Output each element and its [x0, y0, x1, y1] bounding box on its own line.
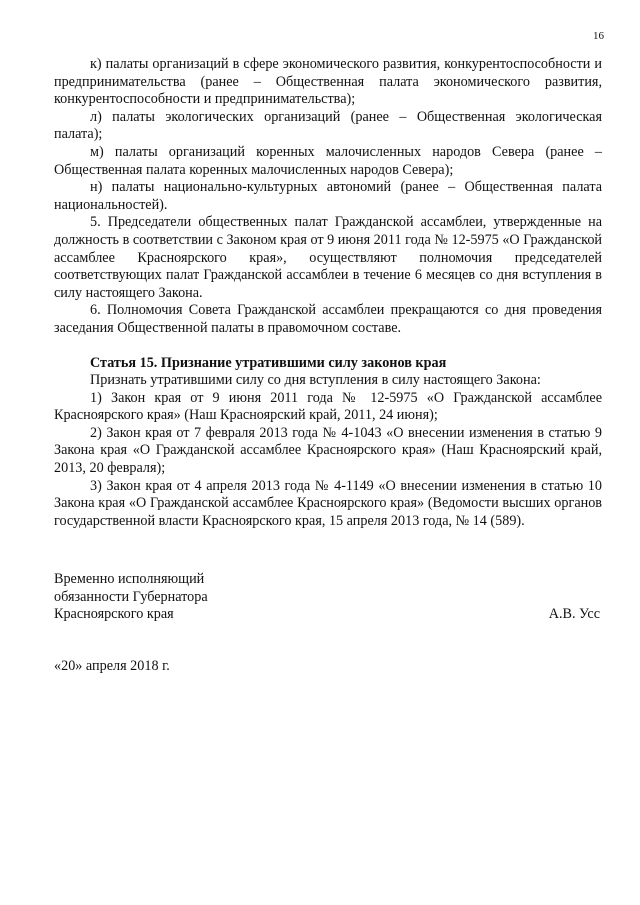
signatory-title-line-2: обязанности Губернатора	[54, 588, 208, 605]
article-item-2: 2) Закон края от 7 февраля 2013 года № 4-1043 «О внесении изменения в статью 9 Закона края «О Гражданской ассамблее Красноярского края» (Наш Красноярский край, 2013, 20 февраля);	[54, 424, 602, 477]
signatory-title-line-1: Временно исполняющий	[54, 571, 205, 587]
paragraph-6: 6. Полномочия Совета Гражданской ассамблеи прекращаются со дня проведения заседания Общественной палаты в правомочном составе.	[54, 302, 602, 336]
page-number: 16	[593, 30, 604, 42]
section-spacer	[54, 338, 602, 355]
paragraph-n: н) палаты национально-культурных автономий (ранее – Общественная палата национальностей).	[54, 179, 602, 213]
paragraph-m: м) палаты организаций коренных малочисленных народов Севера (ранее – Общественная палата коренных малочисленных народов Севера);	[54, 143, 602, 178]
document-body	[54, 56, 602, 530]
article-heading: Статья 15. Признание утратившими силу законов края	[90, 354, 447, 371]
article-item-1: 1) Закон края от 9 июня 2011 года № 12-5975 «О Гражданской ассамблее Красноярского края» (Наш Красноярский край, 2011, 24 июня);	[54, 389, 602, 424]
signature-block	[54, 571, 602, 624]
signatory-name: А.В. Усс	[548, 606, 600, 622]
signatory-title-line-3: Красноярского края	[54, 606, 174, 623]
paragraph-k: к) палаты организаций в сфере экономического развития, конкурентоспособности и предпринимательства (ранее – Общественная палата экономического развития, конкурентоспособности и предпринимательства);	[54, 56, 602, 108]
paragraph-l: л) палаты экологических организаций (ранее – Общественная экологическая палата);	[54, 108, 602, 143]
document-date: «20» апреля 2018 г.	[54, 658, 170, 674]
article-intro: Признать утратившими силу со дня вступления в силу настоящего Закона:	[90, 372, 541, 389]
article-item-3: 3) Закон края от 4 апреля 2013 года № 4-1149 «О внесении изменения в статью 10 Закона края «О Гражданской ассамблее Красноярского края» (Ведомости высших органов государственной власти Красноярского края, 15 апреля 2013 года, № 14 (589).	[54, 477, 602, 529]
paragraph-5: 5. Председатели общественных палат Гражданской ассамблеи, утвержденные на должность в соответствии с Законом края от 9 июня 2011 года № 12-5975 «О Гражданской ассамблее Красноярского края», осуществляют полномочия председателей соответствующих палат Гражданской ассамблеи в течение 6 месяцев со дня вступления в силу настоящего Закона.	[54, 214, 602, 301]
